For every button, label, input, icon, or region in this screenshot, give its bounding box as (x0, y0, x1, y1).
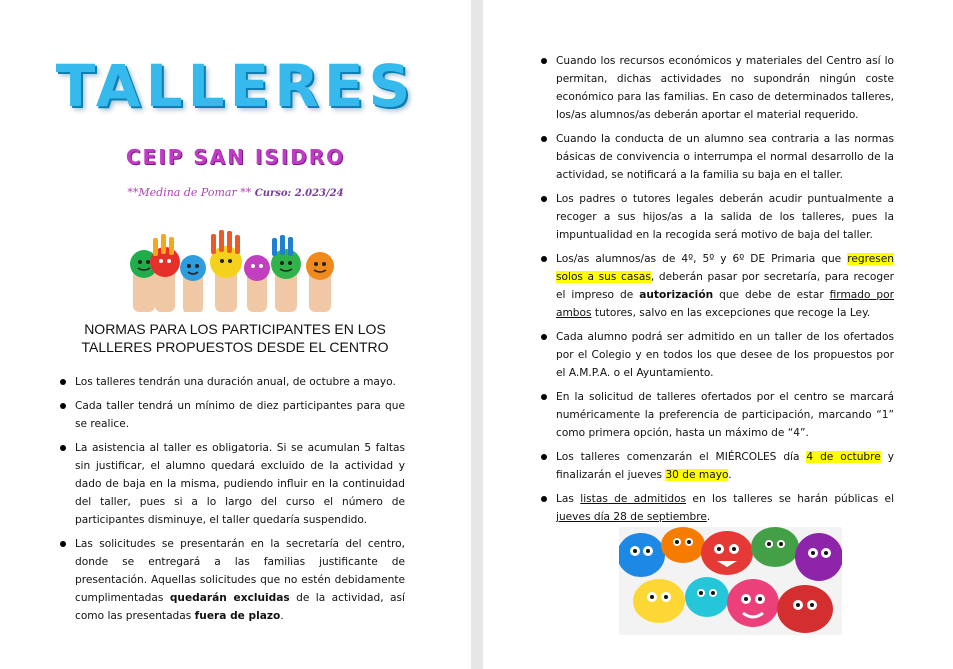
rule-text: de la actividad, así como las presentadas (75, 592, 405, 622)
highlighted-text: solos a sus casas (556, 271, 651, 283)
town-course-line (0, 186, 471, 199)
underlined-text: firmado por ambos (556, 289, 894, 319)
rule-admission: Cada alumno podrá ser admitido en un taller de los ofertados por el Colegio y en todos los que desee de los propuestos por el A.M.P.A. o el Ayuntamiento. (541, 328, 894, 382)
rule-text: Los talleres comenzarán el MIÉRCOLES día (556, 451, 807, 463)
rule-authorization (541, 250, 894, 322)
rules-list-right (541, 52, 894, 532)
monster-stones-image (619, 527, 842, 635)
rules-heading (40, 320, 430, 356)
rule-conduct: Cuando la conducta de un alumno sea contraria a las normas básicas de convivencia o interrumpa el normal desarrollo de la actividad, se notificará a la familia su baja en el taller. (541, 130, 894, 184)
rule-text: , deberán pasar por secretaría, para recoger el impreso de (556, 271, 894, 301)
hand-3 (180, 255, 206, 312)
stone-orange (661, 527, 705, 563)
course-year: Curso: 2.023/24 (254, 188, 344, 199)
rule-dates (541, 448, 894, 484)
rule-text: Las (556, 493, 581, 505)
rule-duration: Los talleres tendrán una duración anual, de octubre a mayo. (60, 373, 405, 391)
rule-text: . (728, 469, 732, 481)
document-title: TALLERES (55, 52, 416, 120)
highlighted-text: 4 de octubre (806, 451, 881, 463)
stone-yellow (633, 579, 685, 623)
stone-purple (795, 533, 842, 581)
rules-list-left (60, 373, 405, 631)
rule-text: y finalizarán el jueves (556, 451, 894, 481)
stone-blue (619, 533, 665, 577)
rule-attendance: La asistencia al taller es obligatoria. Si se acumulan 5 faltas sin justificar, el alumno quedará excluido de la actividad y dado de baja en la misma, pudiendo influir en la continuidad del taller, pues si a lo largo del curso el número de participantes disminuye, el taller quedaría suspendido. (60, 439, 405, 529)
rule-preference: En la solicitud de talleres ofertados por el centro se marcará numéricamente la preferencia de participación, marcando “1” como primera opción, hasta un máximo de “4”. (541, 388, 894, 442)
rule-bold-text: fuera de plazo (194, 610, 281, 622)
highlighted-text: regresen (847, 253, 894, 265)
rule-costs: Cuando los recursos económicos y materiales del Centro así lo permitan, dichas actividades no supondrán ningún coste económico para las familias. En caso de determinados talleres, los/as alumnos/as deberán aportar el material requerido. (541, 52, 894, 124)
painted-hands-image (117, 230, 349, 312)
hand-7 (306, 252, 334, 312)
stone-red-2 (777, 585, 833, 633)
rule-text: que debe de estar (713, 289, 830, 301)
underlined-text: jueves día 28 de septiembre (556, 511, 707, 523)
rule-text: . (706, 511, 711, 523)
town-name: **Medina de Pomar ** (127, 186, 252, 199)
underlined-text: listas de admitidos (580, 493, 687, 505)
rule-applications (60, 535, 405, 625)
stone-pink (727, 579, 779, 627)
rule-minimum-participants: Cada taller tendrá un mínimo de diez participantes para que se realice. (60, 397, 405, 433)
highlighted-text: 30 de mayo (665, 469, 729, 481)
stone-red (701, 531, 753, 575)
rule-bold-text: autorización (639, 289, 714, 301)
rule-text: . (280, 610, 284, 622)
rule-pickup: Los padres o tutores legales deberán acudir puntualmente a recoger a sus hijos/as a la salida de los talleres, pues la impuntualidad en la recogida será motivo de baja del taller. (541, 190, 894, 244)
stone-green (751, 527, 799, 567)
rule-bold-text: quedarán excluidas (169, 592, 290, 604)
school-name: CEIP SAN ISIDRO (125, 145, 346, 169)
rules-heading-line-1: NORMAS PARA LOS PARTICIPANTES EN LOS (84, 321, 386, 337)
rule-text: Las solicitudes se presentarán en la secretaría del centro, donde se entregará a las familias justificante de presentación. Aquellas solicitudes que no estén debidamente cumplimentadas (75, 538, 405, 604)
rule-text: tutores, salvo en las excepciones que recoge la Ley. (591, 307, 871, 319)
hand-5 (244, 255, 270, 312)
left-page (0, 0, 471, 669)
right-page (483, 0, 953, 669)
stone-cyan (685, 577, 729, 617)
rule-admitted-lists (541, 490, 894, 526)
rule-text: Los/as alumnos/as de 4º, 5º y 6º DE Primaria que (556, 253, 848, 265)
rules-heading-line-2: TALLERES PROPUESTOS DESDE EL CENTRO (81, 339, 389, 355)
rule-text: en los talleres se harán públicas el (686, 493, 895, 505)
